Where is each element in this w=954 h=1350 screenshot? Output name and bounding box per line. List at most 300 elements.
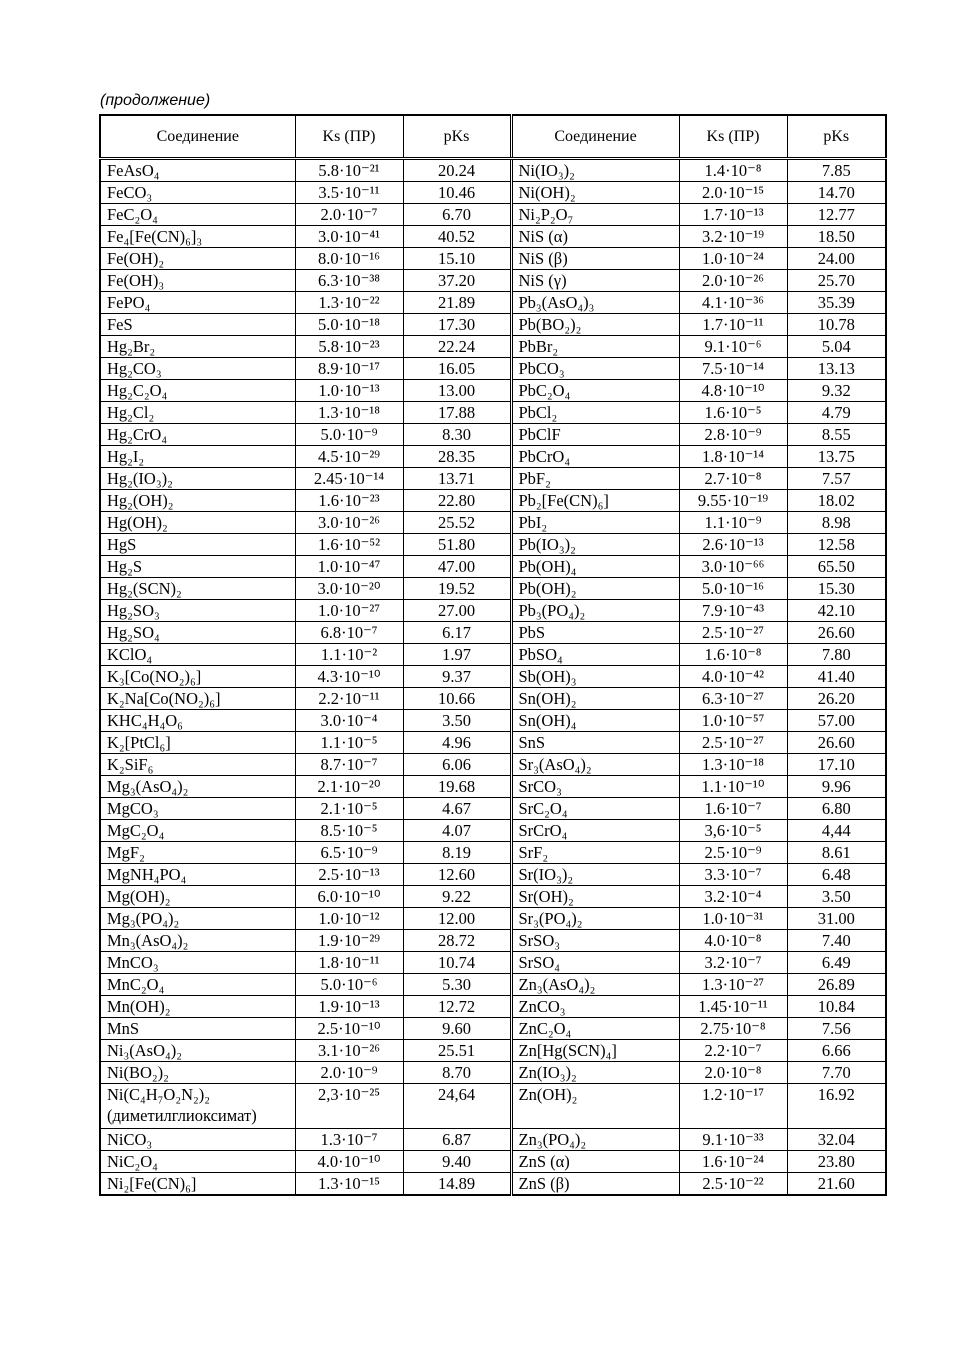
right-compound-cell xyxy=(511,754,679,776)
left-compound-cell xyxy=(100,226,295,248)
compound-name: FePO₄ xyxy=(107,293,151,312)
left-ks-cell: 8.0·10⁻¹⁶ xyxy=(295,248,403,270)
compound-name: KHC₄H₄O₆ xyxy=(107,711,183,730)
table-row xyxy=(100,226,886,248)
left-pks-cell: 25.52 xyxy=(403,512,511,534)
left-compound-cell xyxy=(100,644,295,666)
left-ks-cell: 2.45·10⁻¹⁴ xyxy=(295,468,403,490)
left-pks-cell: 19.52 xyxy=(403,578,511,600)
compound-name: Mg(OH)₂ xyxy=(107,887,171,906)
table-row xyxy=(100,622,886,644)
left-ks-cell: 1.1·10⁻² xyxy=(295,644,403,666)
left-compound-cell xyxy=(100,556,295,578)
right-ks-cell: 2.6·10⁻¹³ xyxy=(679,534,787,556)
right-ks-cell: 2.0·10⁻⁸ xyxy=(679,1062,787,1084)
right-ks-cell: 3.3·10⁻⁷ xyxy=(679,864,787,886)
table-row xyxy=(100,644,886,666)
left-pks-cell: 8.30 xyxy=(403,424,511,446)
compound-name: Ni₂P₂O₇ xyxy=(518,205,574,224)
right-pks-cell: 26.60 xyxy=(787,622,886,644)
left-compound-cell xyxy=(100,1084,295,1129)
table-row xyxy=(100,490,886,512)
right-compound-cell xyxy=(511,600,679,622)
left-pks-cell: 1.97 xyxy=(403,644,511,666)
right-ks-cell: 7.9·10⁻⁴³ xyxy=(679,600,787,622)
table-row xyxy=(100,314,886,336)
compound-name: NiS (α) xyxy=(518,227,568,246)
left-ks-cell: 5.0·10⁻¹⁸ xyxy=(295,314,403,336)
left-pks-cell: 6.87 xyxy=(403,1129,511,1151)
right-pks-cell: 10.84 xyxy=(787,996,886,1018)
right-pks-cell: 6.80 xyxy=(787,798,886,820)
right-compound-cell xyxy=(511,424,679,446)
compound-name: Pb(OH)₄ xyxy=(518,557,577,576)
left-pks-cell: 22.80 xyxy=(403,490,511,512)
right-pks-cell: 65.50 xyxy=(787,556,886,578)
right-pks-cell: 6.66 xyxy=(787,1040,886,1062)
compound-name: Pb(BO₂)₂ xyxy=(518,315,582,334)
left-compound-cell xyxy=(100,1173,295,1196)
left-compound-cell xyxy=(100,930,295,952)
compound-name: SnS xyxy=(518,733,546,752)
table-row xyxy=(100,1018,886,1040)
right-compound-cell xyxy=(511,1084,679,1129)
compound-name: K₃[Co(NO₂)₆] xyxy=(107,667,202,686)
left-pks-cell: 12.00 xyxy=(403,908,511,930)
right-compound-cell xyxy=(511,1062,679,1084)
compound-name: Mn₃(AsO₄)₂ xyxy=(107,931,189,950)
right-pks-cell: 8.98 xyxy=(787,512,886,534)
compound-name: Zn(OH)₂ xyxy=(518,1085,578,1104)
compound-name: Ni(BO₂)₂ xyxy=(107,1063,169,1082)
table-row xyxy=(100,732,886,754)
compound-name: SrC₂O₄ xyxy=(518,799,568,818)
left-pks-cell: 10.74 xyxy=(403,952,511,974)
left-compound-cell xyxy=(100,182,295,204)
left-compound-cell xyxy=(100,204,295,226)
compound-name: Hg₂(SCN)₂ xyxy=(107,579,182,598)
right-ks-cell: 2.5·10⁻²² xyxy=(679,1173,787,1196)
left-ks-cell: 2,3·10⁻²⁵ xyxy=(295,1084,403,1129)
table-row xyxy=(100,996,886,1018)
compound-name: Pb₂[Fe(CN)₆] xyxy=(518,491,609,510)
left-compound-cell xyxy=(100,292,295,314)
left-pks-cell: 10.46 xyxy=(403,182,511,204)
right-ks-cell: 2.5·10⁻²⁷ xyxy=(679,732,787,754)
compound-name: Mg₃(PO₄)₂ xyxy=(107,909,180,928)
right-pks-cell: 4.79 xyxy=(787,402,886,424)
left-compound-cell xyxy=(100,358,295,380)
compound-name: MnCO₃ xyxy=(107,953,159,972)
right-ks-cell: 1.4·10⁻⁸ xyxy=(679,159,787,182)
right-pks-cell: 31.00 xyxy=(787,908,886,930)
table-row xyxy=(100,424,886,446)
table-row xyxy=(100,974,886,996)
header-ks-right: Ks (ПР) xyxy=(679,115,787,159)
left-ks-cell: 3.0·10⁻⁴¹ xyxy=(295,226,403,248)
compound-name: FeS xyxy=(107,315,133,334)
table-row xyxy=(100,710,886,732)
right-ks-cell: 2.5·10⁻²⁷ xyxy=(679,622,787,644)
right-pks-cell: 7.80 xyxy=(787,644,886,666)
compound-name: K₂[PtCl₆] xyxy=(107,733,171,752)
left-pks-cell: 4.67 xyxy=(403,798,511,820)
right-ks-cell: 3.2·10⁻¹⁹ xyxy=(679,226,787,248)
left-pks-cell: 10.66 xyxy=(403,688,511,710)
right-ks-cell: 2.0·10⁻¹⁵ xyxy=(679,182,787,204)
left-compound-cell xyxy=(100,798,295,820)
left-compound-cell xyxy=(100,270,295,292)
right-pks-cell: 13.75 xyxy=(787,446,886,468)
left-compound-cell xyxy=(100,402,295,424)
right-pks-cell: 8.55 xyxy=(787,424,886,446)
left-compound-cell xyxy=(100,864,295,886)
left-pks-cell: 9.60 xyxy=(403,1018,511,1040)
left-ks-cell: 2.2·10⁻¹¹ xyxy=(295,688,403,710)
left-compound-cell xyxy=(100,1129,295,1151)
right-compound-cell xyxy=(511,908,679,930)
left-compound-cell xyxy=(100,512,295,534)
right-pks-cell: 13.13 xyxy=(787,358,886,380)
right-ks-cell: 1.45·10⁻¹¹ xyxy=(679,996,787,1018)
right-pks-cell: 57.00 xyxy=(787,710,886,732)
left-ks-cell: 2.0·10⁻⁹ xyxy=(295,1062,403,1084)
left-pks-cell: 37.20 xyxy=(403,270,511,292)
left-ks-cell: 8.9·10⁻¹⁷ xyxy=(295,358,403,380)
right-pks-cell: 12.58 xyxy=(787,534,886,556)
left-compound-cell xyxy=(100,600,295,622)
right-ks-cell: 1.0·10⁻³¹ xyxy=(679,908,787,930)
table-row xyxy=(100,358,886,380)
right-ks-cell: 1.8·10⁻¹⁴ xyxy=(679,446,787,468)
compound-name: Sb(OH)₃ xyxy=(518,667,577,686)
left-pks-cell: 12.72 xyxy=(403,996,511,1018)
left-ks-cell: 2.0·10⁻⁷ xyxy=(295,204,403,226)
compound-name: Ni(C₄H₇O₂N₂)₂ xyxy=(107,1085,211,1104)
table-row xyxy=(100,292,886,314)
compound-name: KClO₄ xyxy=(107,645,153,664)
right-ks-cell: 3.0·10⁻⁶⁶ xyxy=(679,556,787,578)
right-ks-cell: 1.6·10⁻⁷ xyxy=(679,798,787,820)
left-ks-cell: 1.0·10⁻¹³ xyxy=(295,380,403,402)
compound-name: SrSO₃ xyxy=(518,931,561,950)
right-ks-cell: 2.0·10⁻²⁶ xyxy=(679,270,787,292)
left-pks-cell: 6.06 xyxy=(403,754,511,776)
left-pks-cell: 47.00 xyxy=(403,556,511,578)
left-ks-cell: 3.0·10⁻²⁰ xyxy=(295,578,403,600)
right-pks-cell: 12.77 xyxy=(787,204,886,226)
right-compound-cell xyxy=(511,226,679,248)
compound-name: Sn(OH)₄ xyxy=(518,711,577,730)
left-ks-cell: 6.8·10⁻⁷ xyxy=(295,622,403,644)
compound-name: Fe₄[Fe(CN)₆]₃ xyxy=(107,227,203,246)
right-ks-cell: 1.6·10⁻⁸ xyxy=(679,644,787,666)
compound-name: MgC₂O₄ xyxy=(107,821,165,840)
right-compound-cell xyxy=(511,292,679,314)
right-compound-cell xyxy=(511,512,679,534)
left-pks-cell: 19.68 xyxy=(403,776,511,798)
right-compound-cell xyxy=(511,182,679,204)
right-ks-cell: 2.7·10⁻⁸ xyxy=(679,468,787,490)
left-ks-cell: 1.1·10⁻⁵ xyxy=(295,732,403,754)
right-pks-cell: 18.50 xyxy=(787,226,886,248)
right-compound-cell xyxy=(511,820,679,842)
compound-name: Zn₃(AsO₄)₂ xyxy=(518,975,596,994)
right-ks-cell: 9.1·10⁻⁶ xyxy=(679,336,787,358)
left-pks-cell: 9.37 xyxy=(403,666,511,688)
right-ks-cell: 3.2·10⁻⁴ xyxy=(679,886,787,908)
right-ks-cell: 1.6·10⁻⁵ xyxy=(679,402,787,424)
compound-name: NiC₂O₄ xyxy=(107,1152,158,1171)
compound-name: Zn₃(PO₄)₂ xyxy=(518,1130,587,1149)
left-pks-cell: 6.70 xyxy=(403,204,511,226)
table-row xyxy=(100,402,886,424)
compound-name: Ni₂[Fe(CN)₆] xyxy=(107,1174,197,1193)
right-ks-cell: 2.5·10⁻⁹ xyxy=(679,842,787,864)
right-compound-cell xyxy=(511,490,679,512)
left-pks-cell: 9.40 xyxy=(403,1151,511,1173)
left-ks-cell: 1.6·10⁻²³ xyxy=(295,490,403,512)
compound-name: Zn(IO₃)₂ xyxy=(518,1063,577,1082)
right-pks-cell: 4,44 xyxy=(787,820,886,842)
table-row xyxy=(100,380,886,402)
left-compound-cell xyxy=(100,908,295,930)
right-ks-cell: 1.6·10⁻²⁴ xyxy=(679,1151,787,1173)
compound-name: Mn(OH)₂ xyxy=(107,997,171,1016)
right-pks-cell: 42.10 xyxy=(787,600,886,622)
right-ks-cell: 9.55·10⁻¹⁹ xyxy=(679,490,787,512)
table-row xyxy=(100,600,886,622)
left-ks-cell: 3.1·10⁻²⁶ xyxy=(295,1040,403,1062)
right-ks-cell: 2.75·10⁻⁸ xyxy=(679,1018,787,1040)
left-pks-cell: 9.22 xyxy=(403,886,511,908)
compound-name: PbF₂ xyxy=(518,469,551,488)
compound-name: Hg₂SO₃ xyxy=(107,601,160,620)
left-ks-cell: 1.3·10⁻¹⁸ xyxy=(295,402,403,424)
compound-name: Hg₂S xyxy=(107,557,143,576)
compound-name: Ni₃(AsO₄)₂ xyxy=(107,1041,182,1060)
right-compound-cell xyxy=(511,468,679,490)
table-row xyxy=(100,820,886,842)
table-row xyxy=(100,182,886,204)
right-ks-cell: 6.3·10⁻²⁷ xyxy=(679,688,787,710)
compound-name: Hg₂I₂ xyxy=(107,447,145,466)
right-compound-cell xyxy=(511,270,679,292)
right-compound-cell xyxy=(511,534,679,556)
table-row xyxy=(100,864,886,886)
left-compound-cell xyxy=(100,159,295,182)
right-compound-cell xyxy=(511,842,679,864)
right-pks-cell: 15.30 xyxy=(787,578,886,600)
table-row xyxy=(100,666,886,688)
right-ks-cell: 1.0·10⁻²⁴ xyxy=(679,248,787,270)
compound-name: Sr₃(AsO₄)₂ xyxy=(518,755,592,774)
compound-name: Sr(OH)₂ xyxy=(518,887,574,906)
right-ks-cell: 1.2·10⁻¹⁷ xyxy=(679,1084,787,1129)
left-compound-cell xyxy=(100,754,295,776)
compound-name: SrCO₃ xyxy=(518,777,562,796)
right-pks-cell: 8.61 xyxy=(787,842,886,864)
right-pks-cell: 17.10 xyxy=(787,754,886,776)
compound-name: Hg₂SO₄ xyxy=(107,623,160,642)
compound-name: Pb₃(PO₄)₂ xyxy=(518,601,586,620)
right-compound-cell xyxy=(511,1018,679,1040)
right-compound-cell xyxy=(511,930,679,952)
table-row xyxy=(100,1151,886,1173)
left-compound-cell xyxy=(100,820,295,842)
right-ks-cell: 3,6·10⁻⁵ xyxy=(679,820,787,842)
left-ks-cell: 6.3·10⁻³⁸ xyxy=(295,270,403,292)
compound-name: FeAsO₄ xyxy=(107,161,160,180)
right-compound-cell xyxy=(511,710,679,732)
left-ks-cell: 1.3·10⁻⁷ xyxy=(295,1129,403,1151)
compound-name: Sn(OH)₂ xyxy=(518,689,577,708)
left-ks-cell: 1.0·10⁻⁴⁷ xyxy=(295,556,403,578)
compound-name: Fe(OH)₂ xyxy=(107,249,165,268)
compound-name: FeC₂O₄ xyxy=(107,205,158,224)
table-row xyxy=(100,952,886,974)
left-pks-cell: 17.88 xyxy=(403,402,511,424)
table-row xyxy=(100,512,886,534)
left-ks-cell: 3.0·10⁻²⁶ xyxy=(295,512,403,534)
right-pks-cell: 7.57 xyxy=(787,468,886,490)
right-compound-cell xyxy=(511,996,679,1018)
right-compound-cell xyxy=(511,446,679,468)
compound-name: SrSO₄ xyxy=(518,953,561,972)
left-pks-cell: 51.80 xyxy=(403,534,511,556)
left-pks-cell: 28.35 xyxy=(403,446,511,468)
compound-name: PbI₂ xyxy=(518,513,548,532)
left-ks-cell: 2.5·10⁻¹³ xyxy=(295,864,403,886)
left-pks-cell: 28.72 xyxy=(403,930,511,952)
right-compound-cell xyxy=(511,886,679,908)
right-pks-cell: 14.70 xyxy=(787,182,886,204)
right-ks-cell: 4.0·10⁻⁸ xyxy=(679,930,787,952)
left-ks-cell: 5.0·10⁻⁹ xyxy=(295,424,403,446)
left-ks-cell: 8.7·10⁻⁷ xyxy=(295,754,403,776)
right-pks-cell: 26.89 xyxy=(787,974,886,996)
right-pks-cell: 16.92 xyxy=(787,1084,886,1129)
compound-name: Hg₂(IO₃)₂ xyxy=(107,469,173,488)
left-pks-cell: 25.51 xyxy=(403,1040,511,1062)
table-row xyxy=(100,446,886,468)
compound-name: ZnS (α) xyxy=(518,1152,570,1171)
right-compound-cell xyxy=(511,798,679,820)
right-compound-cell xyxy=(511,248,679,270)
right-pks-cell: 26.60 xyxy=(787,732,886,754)
left-pks-cell: 13.71 xyxy=(403,468,511,490)
compound-name: Hg(OH)₂ xyxy=(107,513,168,532)
compound-name: Hg₂CrO₄ xyxy=(107,425,168,444)
table-caption: (продолжение) xyxy=(100,92,211,109)
right-ks-cell: 3.2·10⁻⁷ xyxy=(679,952,787,974)
compound-name: HgS xyxy=(107,535,137,554)
right-compound-cell xyxy=(511,336,679,358)
right-ks-cell: 5.0·10⁻¹⁶ xyxy=(679,578,787,600)
compound-name: NiS (β) xyxy=(518,249,568,268)
left-ks-cell: 1.0·10⁻²⁷ xyxy=(295,600,403,622)
left-ks-cell: 4.0·10⁻¹⁰ xyxy=(295,1151,403,1173)
right-compound-cell xyxy=(511,314,679,336)
right-compound-cell xyxy=(511,159,679,182)
right-compound-cell xyxy=(511,1173,679,1196)
left-ks-cell: 6.5·10⁻⁹ xyxy=(295,842,403,864)
header-compound-left: Соединение xyxy=(100,115,295,159)
header-row xyxy=(100,115,886,159)
right-compound-cell xyxy=(511,974,679,996)
compound-name: NiS (γ) xyxy=(518,271,567,290)
right-ks-cell: 1.7·10⁻¹³ xyxy=(679,204,787,226)
right-ks-cell: 1.1·10⁻⁹ xyxy=(679,512,787,534)
left-pks-cell: 5.30 xyxy=(403,974,511,996)
left-compound-cell xyxy=(100,732,295,754)
compound-name: Pb(OH)₂ xyxy=(518,579,577,598)
right-pks-cell: 24.00 xyxy=(787,248,886,270)
left-ks-cell: 5.8·10⁻²¹ xyxy=(295,159,403,182)
left-pks-cell: 14.89 xyxy=(403,1173,511,1196)
left-pks-cell: 20.24 xyxy=(403,159,511,182)
left-ks-cell: 2.5·10⁻¹⁰ xyxy=(295,1018,403,1040)
right-compound-cell xyxy=(511,358,679,380)
header-compound-right: Соединение xyxy=(511,115,679,159)
table-row xyxy=(100,336,886,358)
compound-name: PbBr₂ xyxy=(518,337,559,356)
left-pks-cell: 17.30 xyxy=(403,314,511,336)
left-ks-cell: 1.3·10⁻¹⁵ xyxy=(295,1173,403,1196)
table-row xyxy=(100,556,886,578)
right-pks-cell: 25.70 xyxy=(787,270,886,292)
right-ks-cell: 1.7·10⁻¹¹ xyxy=(679,314,787,336)
right-compound-cell xyxy=(511,732,679,754)
left-compound-cell xyxy=(100,248,295,270)
left-compound-cell xyxy=(100,710,295,732)
right-compound-cell xyxy=(511,1151,679,1173)
left-pks-cell: 13.00 xyxy=(403,380,511,402)
right-pks-cell: 21.60 xyxy=(787,1173,886,1196)
right-compound-cell xyxy=(511,776,679,798)
table-row xyxy=(100,248,886,270)
left-compound-cell xyxy=(100,974,295,996)
right-ks-cell: 1.0·10⁻⁵⁷ xyxy=(679,710,787,732)
table-row xyxy=(100,159,886,182)
left-ks-cell: 1.6·10⁻⁵² xyxy=(295,534,403,556)
right-pks-cell: 18.02 xyxy=(787,490,886,512)
left-pks-cell: 12.60 xyxy=(403,864,511,886)
table-row xyxy=(100,688,886,710)
right-pks-cell: 35.39 xyxy=(787,292,886,314)
left-pks-cell: 8.19 xyxy=(403,842,511,864)
left-ks-cell: 1.8·10⁻¹¹ xyxy=(295,952,403,974)
table-row xyxy=(100,578,886,600)
right-pks-cell: 9.96 xyxy=(787,776,886,798)
right-ks-cell: 4.0·10⁻⁴² xyxy=(679,666,787,688)
left-pks-cell: 40.52 xyxy=(403,226,511,248)
left-pks-cell: 3.50 xyxy=(403,710,511,732)
table-row xyxy=(100,534,886,556)
right-pks-cell: 26.20 xyxy=(787,688,886,710)
table-row xyxy=(100,204,886,226)
left-pks-cell: 15.10 xyxy=(403,248,511,270)
right-ks-cell: 2.8·10⁻⁹ xyxy=(679,424,787,446)
right-pks-cell: 6.48 xyxy=(787,864,886,886)
compound-name: ZnCO₃ xyxy=(518,997,566,1016)
left-compound-cell xyxy=(100,1018,295,1040)
compound-name: PbC₂O₄ xyxy=(518,381,571,400)
right-compound-cell xyxy=(511,864,679,886)
table-row xyxy=(100,1040,886,1062)
right-pks-cell: 32.04 xyxy=(787,1129,886,1151)
left-ks-cell: 6.0·10⁻¹⁰ xyxy=(295,886,403,908)
